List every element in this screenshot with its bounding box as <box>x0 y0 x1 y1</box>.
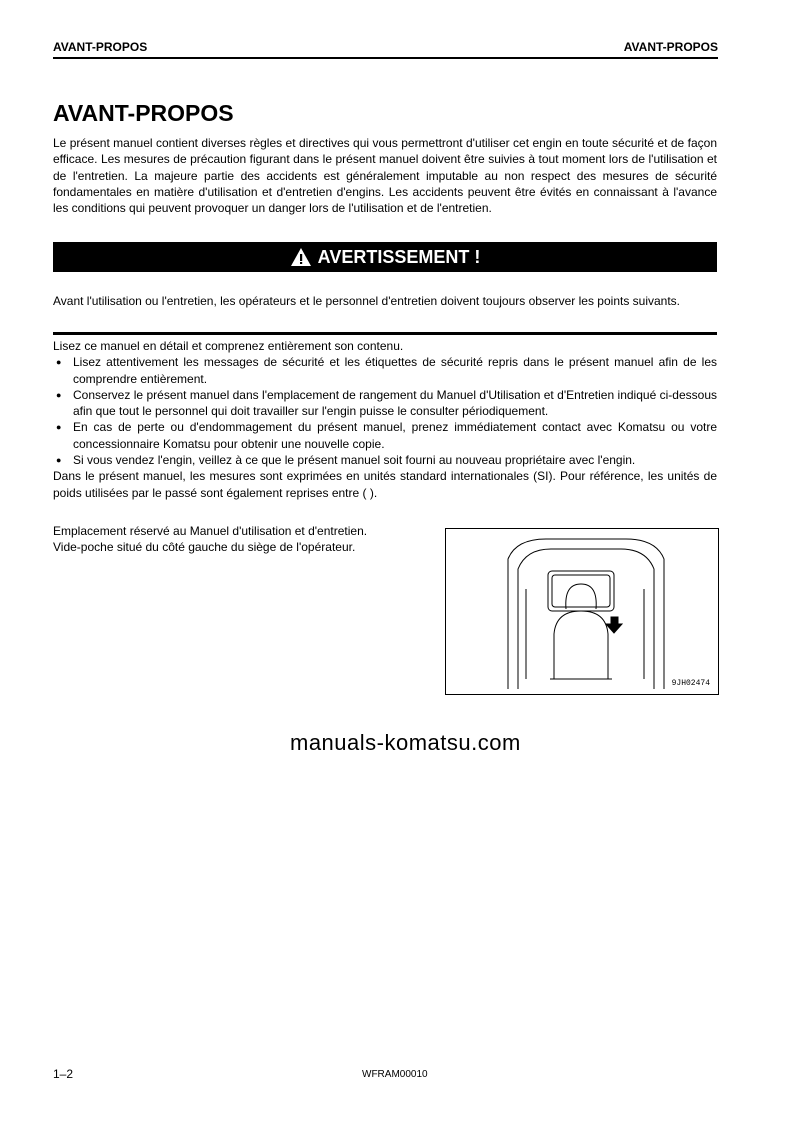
cab-illustration <box>445 528 719 695</box>
figure-code: 9JH02474 <box>671 679 710 688</box>
document-code: WFRAM00010 <box>362 1069 428 1080</box>
location-text <box>53 523 433 556</box>
header-right: AVANT-PROPOS <box>623 40 718 54</box>
list-item: ● En cas de perte ou d'endommagement du présent manuel, prenez immédiatement contact avec Komatsu ou votre concessionnaire Komatsu pour obtenir une nouvelle copie. <box>53 419 717 452</box>
warning-label: AVERTISSEMENT ! <box>317 246 481 267</box>
location-line-2: Vide-poche situé du côté gauche du siège de l'opérateur. <box>53 540 356 555</box>
header-left: AVANT-PROPOS <box>53 40 148 54</box>
operator-seat-drawing <box>446 529 718 694</box>
running-header <box>53 40 718 54</box>
list-item: ● Lisez attentivement les messages de sécurité et les étiquettes de sécurité repris dans le présent manuel afin de les comprendre entièrement. <box>53 354 717 387</box>
intro-paragraph: Le présent manuel contient diverses règles et directives qui vous permettront d'utiliser cet engin en toute sécurité et de façon efficace. Les mesures de précaution figurant dans le présent manuel doivent être suivies à tout moment lors de l'utilisation et de l'entretien. La majeure partie des accidents est généralement imputable au non respect des mesures de sécurité fondamentales en matière d'utilisation et d'entretien d'engins. Les accidents peuvent être évités en connaissant à l'avance les conditions qui peuvent provoquer un danger lors de l'utilisation et de l'entretien. <box>53 136 717 216</box>
warning-end-rule <box>53 332 717 335</box>
warning-text: Avant l'utilisation ou l'entretien, les opérateurs et le personnel d'entretien doivent toujours observer les points suivants. <box>53 294 681 308</box>
header-divider <box>53 57 718 59</box>
page-number: 1–2 <box>53 1067 74 1081</box>
warning-banner <box>53 242 717 272</box>
watermark: manuals-komatsu.com <box>290 730 521 755</box>
read-instruction: Lisez ce manuel en détail et comprenez entièrement son contenu. <box>53 339 404 353</box>
page-title: AVANT-PROPOS <box>53 100 234 126</box>
list-item: ● Conservez le présent manuel dans l'emplacement de rangement du Manuel d'Utilisation et d'Entretien indiqué ci-dessous afin que tout le personnel qui doit travailler sur l'engin puisse le consulter périodiquement. <box>53 387 717 420</box>
list-item: ● Si vous vendez l'engin, veillez à ce que le présent manuel soit fourni au nouveau propriétaire avec l'engin. <box>53 452 717 468</box>
units-paragraph: Dans le présent manuel, les mesures sont exprimées en unités standard internationales (SI). Pour référence, les unités de poids utilisées par le passé sont également reprises entre ( ). <box>53 469 717 500</box>
warning-triangle-icon <box>290 247 312 267</box>
location-line-1: Emplacement réservé au Manuel d'utilisation et d'entretien. <box>53 524 368 538</box>
warning-body <box>53 338 717 501</box>
bullet-list <box>53 354 717 468</box>
